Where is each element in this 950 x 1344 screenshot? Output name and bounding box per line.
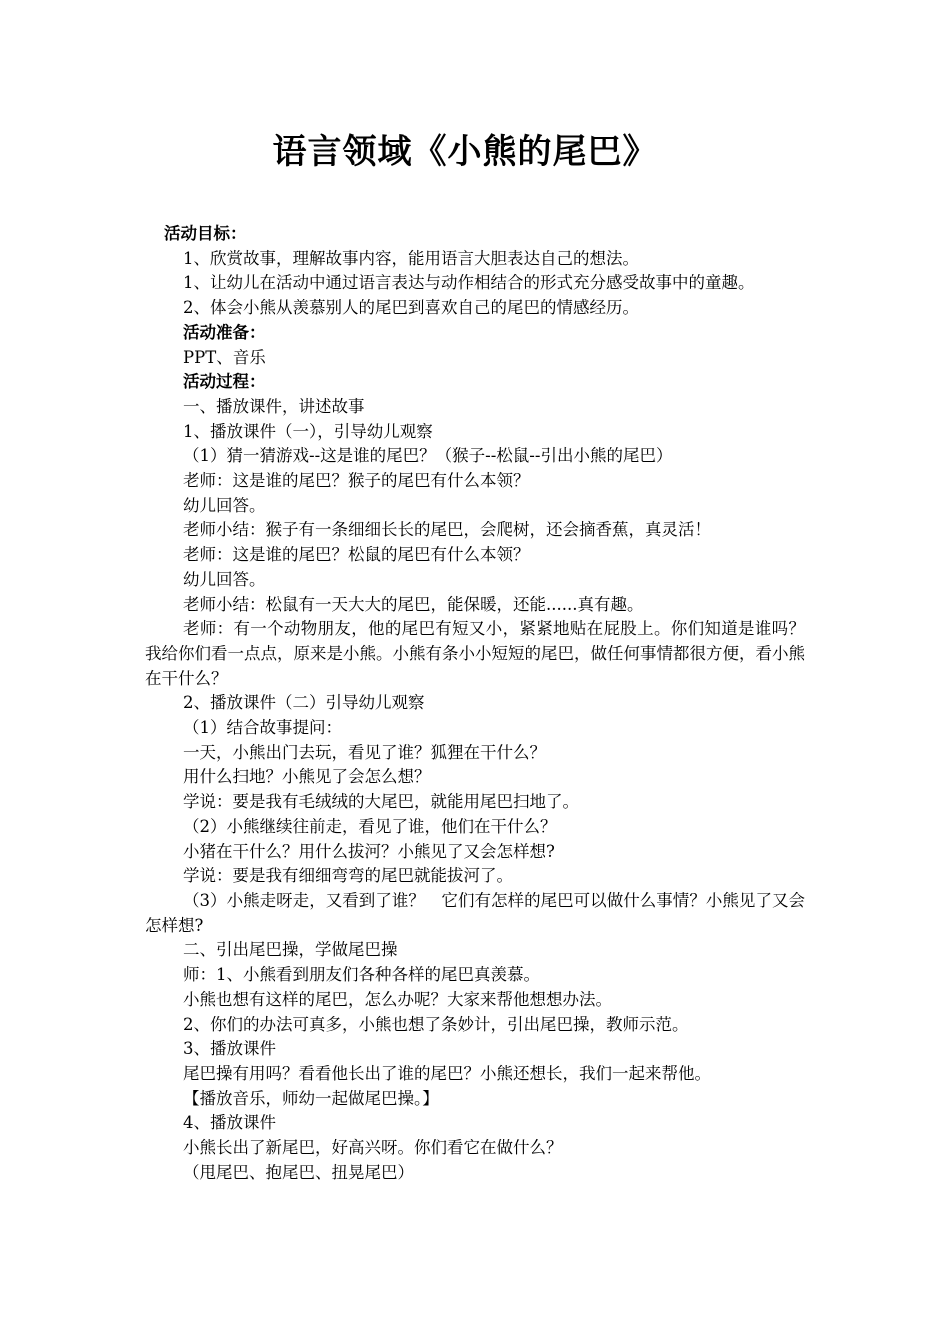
paragraph: （甩尾巴、抱尾巴、扭晃尾巴） [183,1162,414,1182]
paragraph: 2、体会小熊从羡慕别人的尾巴到喜欢自己的尾巴的情感经历。 [183,298,639,318]
paragraph: 【播放音乐，师幼一起做尾巴操。】 [183,1088,439,1108]
paragraph: 老师：这是谁的尾巴？松鼠的尾巴有什么本领？ [183,545,530,565]
paragraph: 3、播放课件 [183,1039,276,1059]
paragraph: PPT、音乐 [183,347,266,367]
paragraph: 用什么扫地？小熊见了会怎么想？ [183,767,431,787]
paragraph: 幼儿回答。 [183,495,266,515]
paragraph: （1）猜一猜游戏--这是谁的尾巴？（猴子--松鼠--引出小熊的尾巴） [183,446,673,466]
paragraph: 老师：有一个动物朋友，他的尾巴有短又小，紧紧地贴在屁股上。你们知道是谁吗？我给你们看一点点，原来是小熊。小熊有条小小短短的尾巴，做任何事情都很方便，看小熊在干什么？ [145,619,805,688]
paragraph: 学说：要是我有毛绒绒的大尾巴，就能用尾巴扫地了。 [183,792,579,812]
paragraph: 1、播放课件（一），引导幼儿观察 [183,421,433,441]
section-heading: 活动目标： [164,224,247,243]
section-heading: 活动准备： [183,322,266,342]
paragraph: 小熊也想有这样的尾巴，怎么办呢？大家来帮他想想办法。 [183,989,612,1009]
paragraph: 学说：要是我有细细弯弯的尾巴就能拔河了。 [183,866,513,886]
paragraph: 一天，小熊出门去玩，看见了谁？狐狸在干什么？ [183,742,546,762]
document-title: 语言领域《小熊的尾巴》 [272,132,658,172]
paragraph: 师：1、小熊看到朋友们各种各样的尾巴真羡慕。 [183,965,540,985]
paragraph: 老师小结：松鼠有一天大大的尾巴，能保暖，还能......真有趣。 [183,594,644,614]
paragraph: 1、让幼儿在活动中通过语言表达与动作相结合的形式充分感受故事中的童趣。 [183,273,755,293]
section-heading: 活动过程： [183,372,266,392]
paragraph: 一、播放课件，讲述故事 [183,396,365,416]
paragraph: 小猪在干什么？用什么拔河？小熊见了又会怎样想? [183,841,555,861]
paragraph: 尾巴操有用吗？看看他长出了谁的尾巴？小熊还想长，我们一起来帮他。 [183,1063,711,1083]
paragraph: 老师小结：猴子有一条细细长长的尾巴，会爬树，还会摘香蕉，真灵活！ [183,520,711,540]
paragraph: 4、播放课件 [183,1113,276,1133]
paragraph: 2、播放课件（二）引导幼儿观察 [183,693,425,713]
document-body [145,222,805,1185]
paragraph: （1）结合故事提问： [183,718,342,738]
paragraph: （2）小熊继续往前走，看见了谁，他们在干什么？ [183,816,557,836]
paragraph: 老师：这是谁的尾巴？猴子的尾巴有什么本领？ [183,471,530,491]
paragraph: 2、你们的办法可真多，小熊也想了条妙计，引出尾巴操，教师示范。 [183,1014,689,1034]
paragraph: 1、欣赏故事，理解故事内容，能用语言大胆表达自己的想法。 [183,248,639,268]
paragraph: 小熊长出了新尾巴，好高兴呀。你们看它在做什么？ [183,1138,563,1158]
paragraph: 幼儿回答。 [183,569,266,589]
paragraph: （3）小熊走呀走，又看到了谁？ 它们有怎样的尾巴可以做什么事情？小熊见了又会怎样想? [145,890,805,935]
paragraph: 二、引出尾巴操，学做尾巴操 [183,940,398,960]
